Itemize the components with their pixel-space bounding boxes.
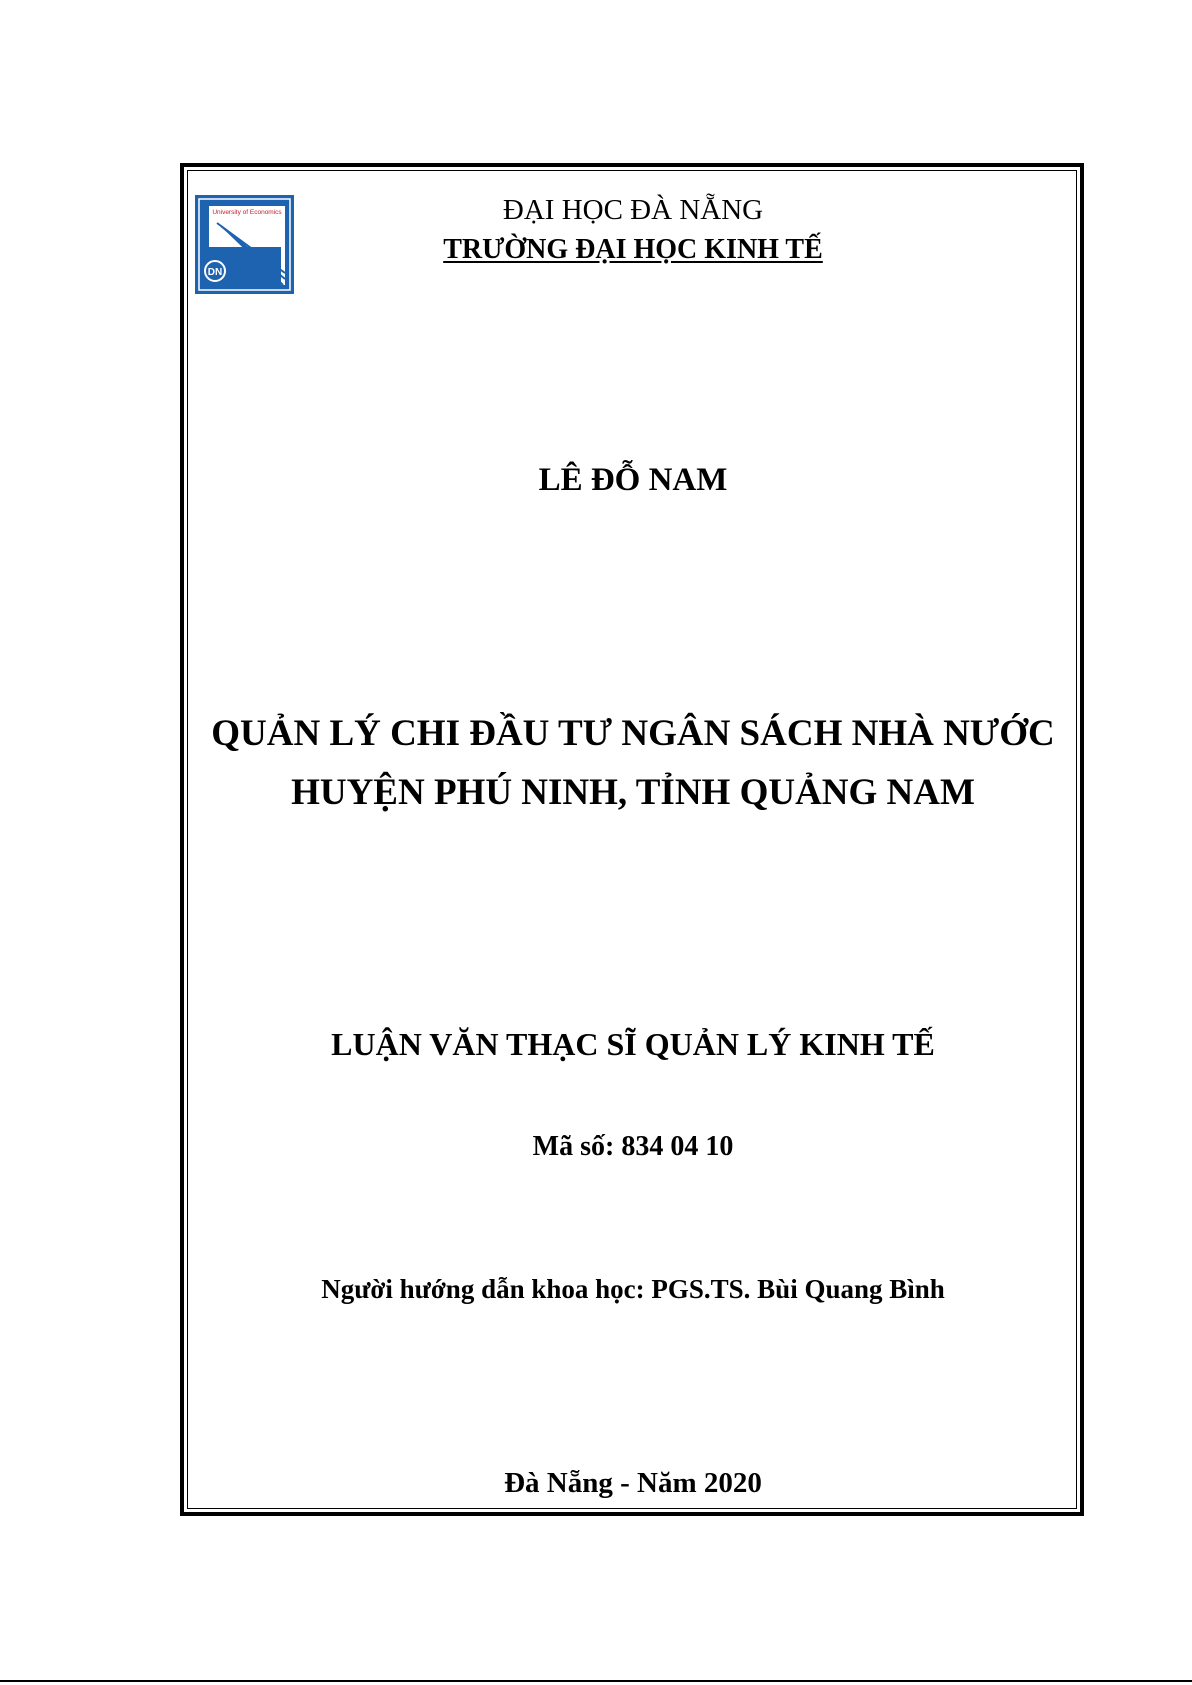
cover-inner-border (187, 170, 1077, 1509)
thesis-title-line-2: HUYỆN PHÚ NINH, TỈNH QUẢNG NAM (291, 772, 975, 813)
author-name: LÊ ĐỖ NAM (538, 462, 728, 498)
school-name: TRƯỜNG ĐẠI HỌC KINH TẾ (443, 234, 823, 265)
university-name: ĐẠI HỌC ĐÀ NẴNG (502, 194, 764, 226)
place-and-year: Đà Nẵng - Năm 2020 (504, 1467, 762, 1499)
degree-type: LUẬN VĂN THẠC SĨ QUẢN LÝ KINH TẾ (331, 1026, 935, 1062)
svg-text:University of Economics: University of Economics (212, 209, 282, 216)
page-bottom-edge (0, 1680, 1192, 1682)
thesis-title-line-1: QUẢN LÝ CHI ĐẦU TƯ NGÂN SÁCH NHÀ NƯỚC (211, 713, 1055, 754)
svg-text:DN: DN (207, 267, 223, 278)
scientific-advisor: Người hướng dẫn khoa học: PGS.TS. Bùi Quang Bình (321, 1274, 945, 1304)
program-code: Mã số: 834 04 10 (532, 1131, 734, 1162)
